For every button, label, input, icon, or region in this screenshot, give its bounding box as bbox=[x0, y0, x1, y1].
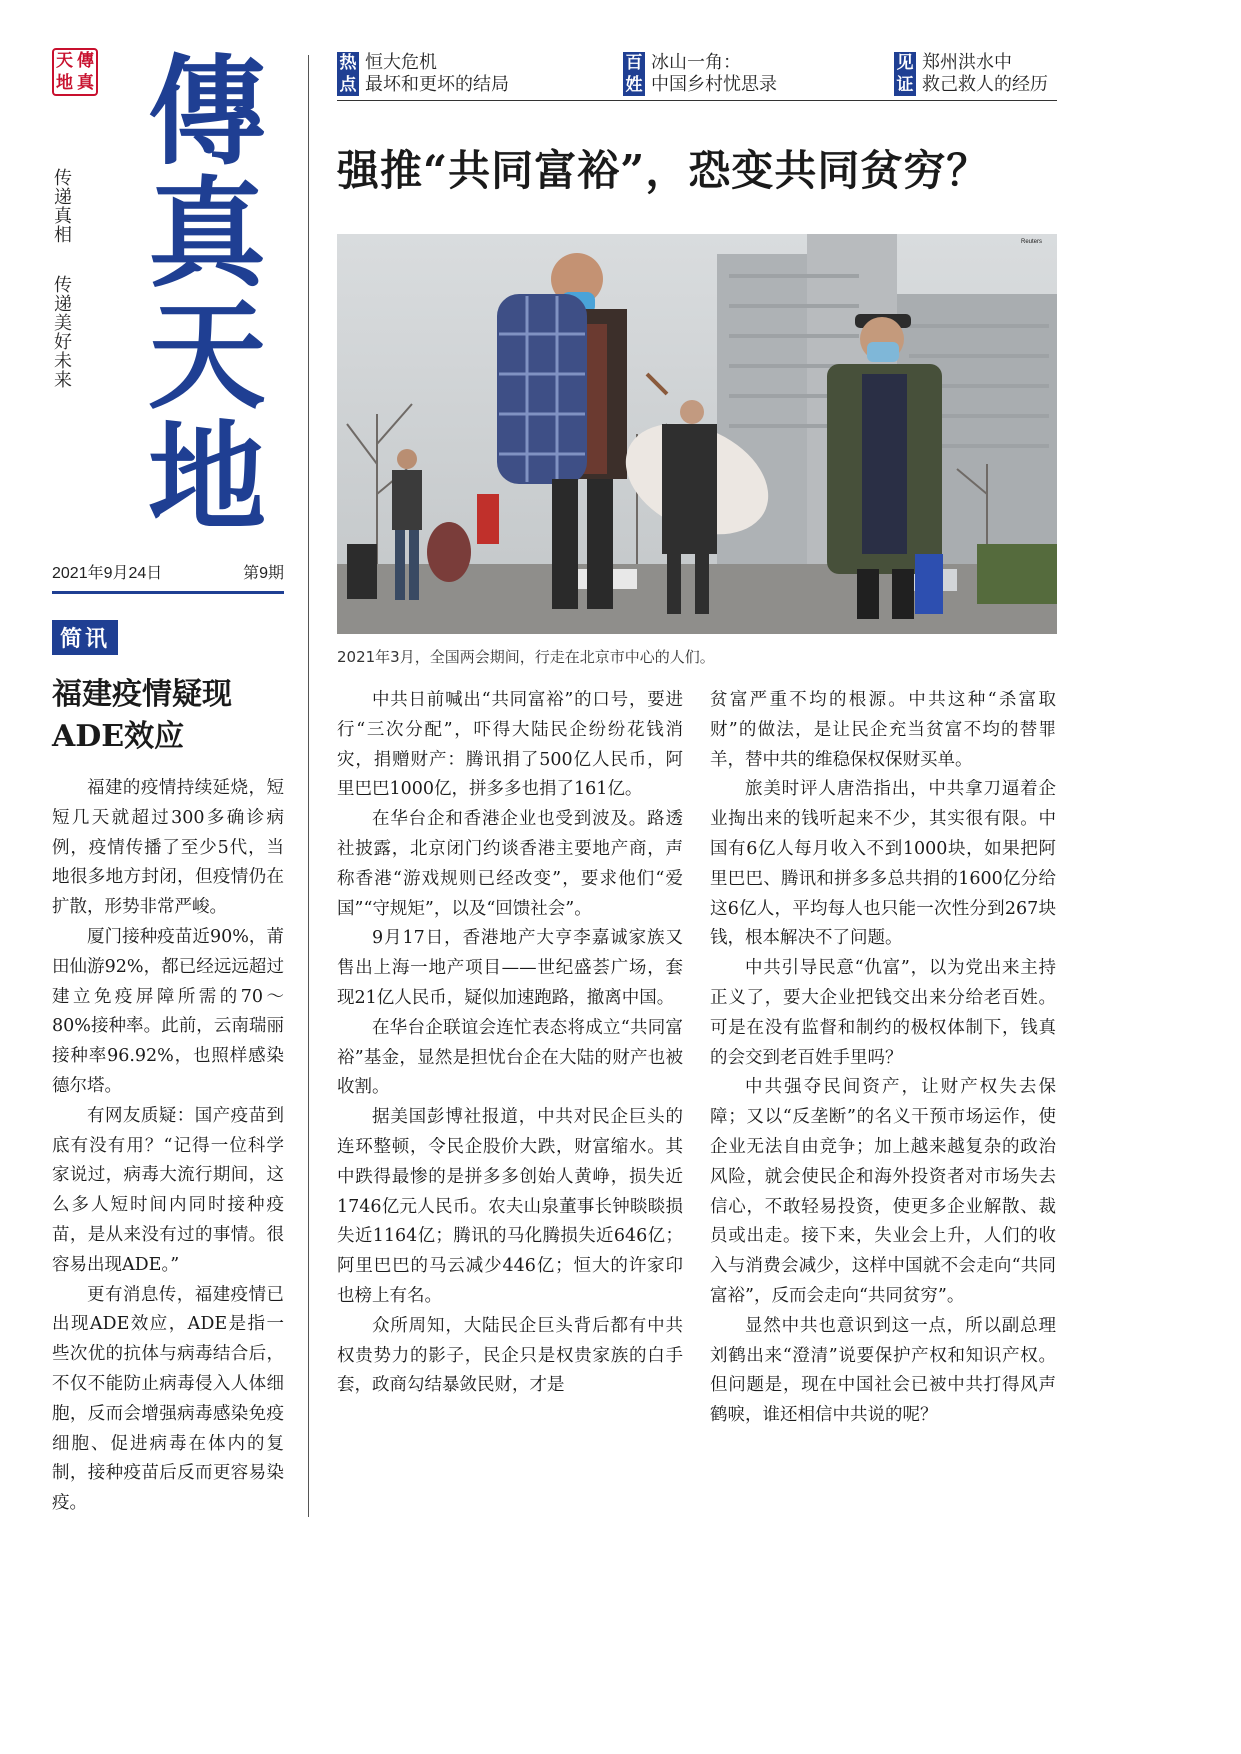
issue-date: 2021年9月24日 bbox=[52, 565, 163, 582]
article-paragraph: 中共强夺民间资产，让财产权失去保障；又以“反垄断”的名义干预市场运作，使企业无法自由竞争；加上越来越复杂的政治风险，就会使民企和海外投资者对市场失去信心，不敢轻易投资，使更多企业解散、裁员或出走。接下来，失业会上升，人们的收入与消费会减少，这样中国就不会走向“共同富裕”，反而会走向“共同贫穷”。 bbox=[710, 1077, 1056, 1306]
article-paragraph: 据美国彭博社报道，中共对民企巨头的连环整顿，令民企股价大跌，财富缩水。其中跌得最惨的是拼多多创始人黄峥，损失近1746亿元人民币。农夫山泉董事长钟睒睒损失近1164亿；腾讯的马化腾损失近646亿；阿里巴巴的马云减少446亿；恒大的许家印也榜上有名。 bbox=[337, 1107, 683, 1306]
masthead-char: 傳 bbox=[147, 42, 266, 181]
article-paragraph: 众所周知，大陆民企巨头背后都有中共权贵势力的影子，民企只是权贵家族的白手套，政商勾结暴敛民财，才是 bbox=[337, 1315, 683, 1396]
issue-line bbox=[52, 560, 284, 594]
sidebar-paragraph: 有网友质疑：国产疫苗到底有没有用？“记得一位科学家说过，病毒大流行期间，这么多人短时间内同时接种疫苗，是从来没有过的事情。很容易出现ADE。” bbox=[52, 1105, 284, 1275]
section-tag: 简讯 bbox=[52, 620, 118, 655]
seal-char: 傳 bbox=[77, 51, 94, 71]
article-paragraph: 中共引导民意“仇富”，以为党出来主持正义了，要大企业把钱交出来分给老百姓。可是在没有监督和制约的极权体制下，钱真的会交到老百姓手里吗？ bbox=[710, 958, 1056, 1068]
article-paragraph: 显然中共也意识到这一点，所以副总理刘鹤出来“澄清”说要保护产权和知识产权。但问题是，现在中国社会已被中共打得风声鹤唳，谁还相信中共说的呢？ bbox=[710, 1315, 1056, 1426]
teaser-hot[interactable] bbox=[337, 52, 509, 96]
article-paragraph-continued: 贫富严重不均的根源。中共这种“杀富取财”的做法，是让民企充当贫富不均的替罪羊，替中共的维稳保权保财买单。 bbox=[710, 690, 1056, 770]
seal-char: 天 bbox=[56, 51, 73, 71]
column-divider bbox=[308, 55, 309, 1517]
article-paragraph: 旅美时评人唐浩指出，中共拿刀逼着企业掏出来的钱听起来不少，其实很有限。中国有6亿人每月收入不到1000块，如果把阿里巴巴、腾讯和拼多多总共捐的1600亿分给这6亿人，平均每人也只能一次性分到267块钱，根本解决不了问题。 bbox=[710, 779, 1056, 949]
teaser-label: 热 点 bbox=[337, 52, 359, 96]
article-paragraph: 在华台企联谊会连忙表态将成立“共同富裕”基金，显然是担忧台企在大陆的财产也被收割。 bbox=[337, 1017, 683, 1098]
article-column-1 bbox=[337, 686, 683, 1401]
masthead-char: 地 bbox=[147, 408, 266, 547]
tagline bbox=[52, 168, 74, 389]
article-paragraph: 中共日前喊出“共同富裕”的口号，要进行“三次分配”，吓得大陆民企纷纷花钱消灾，捐赠财产：腾讯捐了500亿人民币，阿里巴巴1000亿，拼多多也捐了161亿。 bbox=[337, 690, 683, 800]
masthead-char: 真 bbox=[147, 164, 266, 303]
sidebar-headline: 福建疫情疑现ADE效应 bbox=[52, 677, 232, 754]
article-column-2 bbox=[710, 686, 1056, 1431]
sidebar-paragraph: 福建的疫情持续延烧，短短几天就超过300多确诊病例，疫情传播了至少5代，当地很多地方封闭，但疫情仍在扩散，形势非常严峻。 bbox=[52, 778, 284, 918]
article-headline: 强推“共同富裕”，恐变共同贫穷？ bbox=[337, 146, 990, 195]
tagline-1: 传递真相 bbox=[51, 168, 72, 244]
seal-logo bbox=[52, 48, 98, 96]
teaser-label: 百 姓 bbox=[623, 52, 645, 96]
article-photo bbox=[337, 234, 1057, 634]
photo-caption: 2021年3月，全国两会期间，行走在北京市中心的人们。 bbox=[337, 648, 715, 666]
teaser-text: 郑州洪水中 救己救人的经历 bbox=[922, 52, 1048, 95]
sidebar-body bbox=[52, 774, 284, 1519]
article-paragraph: 在华台企和香港企业也受到波及。路透社披露，北京闭门约谈香港主要地产商，声称香港“游戏规则已经改变”，要求他们“爱国”“守规矩”，以及“回馈社会”。 bbox=[337, 809, 683, 919]
issue-number: 第9期 bbox=[243, 565, 284, 582]
teaser-bar bbox=[337, 52, 1057, 101]
teaser-people[interactable] bbox=[623, 52, 777, 96]
teaser-text: 冰山一角： 中国乡村忧思录 bbox=[651, 52, 777, 95]
teaser-label: 见 证 bbox=[894, 52, 916, 96]
tagline-2: 传递美好未来 bbox=[51, 275, 72, 390]
seal-char: 真 bbox=[77, 73, 94, 93]
masthead-char: 天 bbox=[147, 286, 266, 425]
teaser-witness[interactable] bbox=[894, 52, 1048, 96]
article-paragraph: 9月17日，香港地产大亨李嘉诚家族又售出上海一地产项目——世纪盛荟广场，套现21亿人民币，疑似加速跑路，撤离中国。 bbox=[337, 928, 683, 1008]
photo-credit: Reuters bbox=[1020, 239, 1042, 246]
sidebar-paragraph: 更有消息传，福建疫情已出现ADE效应，ADE是指一些次优的抗体与病毒结合后，不仅不能防止病毒侵入人体细胞，反而会增强病毒感染免疫细胞、促进病毒在体内的复制，接种疫苗后反而更容易染疫。 bbox=[52, 1284, 284, 1514]
seal-char: 地 bbox=[56, 73, 73, 93]
masthead-title bbox=[132, 42, 282, 547]
sidebar-paragraph: 厦门接种疫苗近90%，莆田仙游92%，都已经远远超过建立免疫屏障所需的70～80%接种率。此前，云南瑞丽接种率96.92%，也照样感染德尔塔。 bbox=[52, 926, 284, 1096]
teaser-text: 恒大危机 最坏和更坏的结局 bbox=[365, 52, 509, 95]
